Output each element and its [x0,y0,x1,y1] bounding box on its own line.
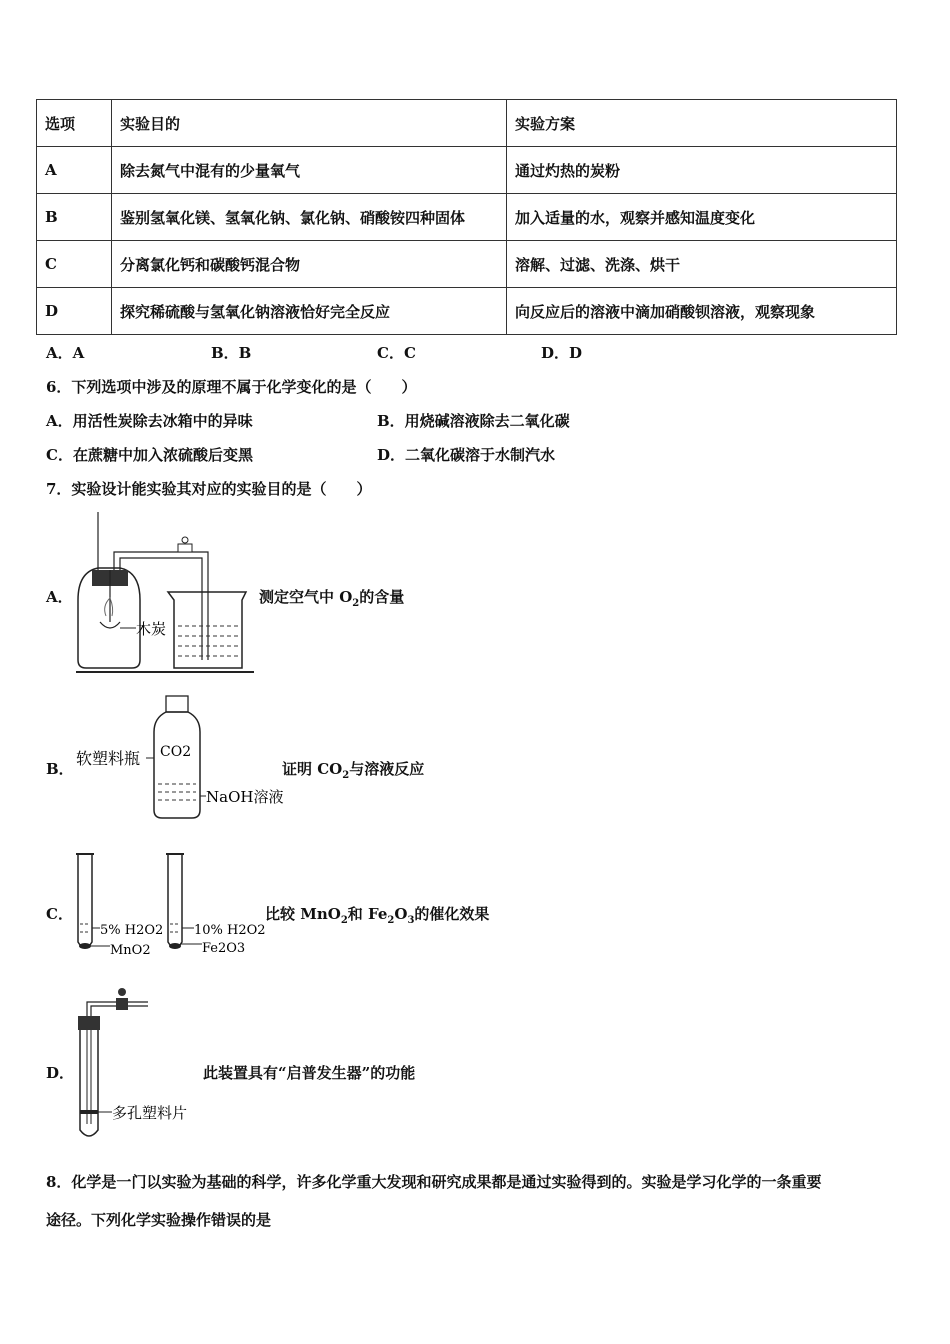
q7-option-b-text: 证明 $CO_2$与溶液反应 [282,760,425,781]
row-option: D [37,288,112,335]
q7-option-d-label[interactable]: D． [46,1064,75,1082]
q7-option-c-text: 比较 MnO$_2$和 $Fe_2O_3$的催化效果 [265,905,490,926]
row-plan: 向反应后的溶液中滴加硝酸钡溶液，观察现象 [507,288,897,335]
header-option: 选项 [37,100,112,147]
q8-line1: 8．化学是一门以实验为基础的科学，许多化学重大发现和研究成果都是通过实验得到的。实验是学习化学的一条重要 [46,1173,822,1191]
fe2o3-label: Fe2O3 [202,941,246,956]
catalyst-tubes-figure [74,850,270,962]
co2-bottle-figure [72,692,292,824]
mno2-label: MnO2 [110,943,151,958]
q7-option-c-label[interactable]: C． [46,905,73,923]
q8-line2: 途径。下列化学实验操作错误的是 [46,1211,272,1229]
q5-option-b[interactable]: B．B [211,344,252,362]
row-purpose: 分离氯化钙和碳酸钙混合物 [112,241,507,288]
row-plan: 通过灼热的炭粉 [507,147,897,194]
row-option: A [37,147,112,194]
porous-plate-label: 多孔塑料片 [112,1104,188,1122]
kipp-generator-figure [72,982,212,1144]
charcoal-label: 木炭 [136,620,167,638]
row-plan: 溶解、过滤、洗涤、烘干 [507,241,897,288]
bottle-label: 软塑料瓶 [76,749,141,768]
table-row [37,288,897,335]
row-purpose: 除去氮气中混有的少量氧气 [112,147,507,194]
row-option: C [37,241,112,288]
table-row [37,147,897,194]
q7-option-d-text: 此装置具有“启普发生器”的功能 [203,1064,416,1082]
q6-option-b[interactable]: B．用烧碱溶液除去二氧化碳 [377,412,570,430]
header-purpose: 实验目的 [112,100,507,147]
table-header-row [37,100,897,147]
table-row [37,241,897,288]
q6-option-c[interactable]: C．在蔗糖中加入浓硫酸后变黑 [46,446,253,464]
q5-option-d[interactable]: D．D [541,344,583,362]
q7-option-a-label[interactable]: A． [46,588,73,606]
q7-stem: 7．实验设计能实验其对应的实验目的是（ ） [46,480,372,498]
air-oxygen-apparatus-figure [70,510,260,678]
q5-option-a[interactable]: A．A [46,344,85,362]
row-option: B [37,194,112,241]
row-purpose: 鉴别氢氧化镁、氢氧化钠、氯化钠、硝酸铵四种固体 [112,194,507,241]
header-plan: 实验方案 [507,100,897,147]
row-purpose: 探究稀硫酸与氢氧化钠溶液恰好完全反应 [112,288,507,335]
row-plan: 加入适量的水，观察并感知温度变化 [507,194,897,241]
table-row [37,194,897,241]
q7-option-a-text: 测定空气中 $O_2$的含量 [259,588,405,609]
q6-option-a[interactable]: A．用活性炭除去冰箱中的异味 [46,412,253,430]
h2o2-5-label: 5% H2O2 [100,923,164,938]
experiment-table [36,99,897,335]
naoh-label: NaOH溶液 [206,788,284,806]
q6-option-d[interactable]: D．二氧化碳溶于水制汽水 [377,446,556,464]
q5-option-c[interactable]: C．C [377,344,416,362]
q6-stem: 6．下列选项中涉及的原理不属于化学变化的是（ ） [46,378,417,396]
q7-option-b-label[interactable]: B． [46,760,74,778]
h2o2-10-label: 10% H2O2 [194,923,266,938]
co2-gas-label: CO2 [160,744,192,760]
